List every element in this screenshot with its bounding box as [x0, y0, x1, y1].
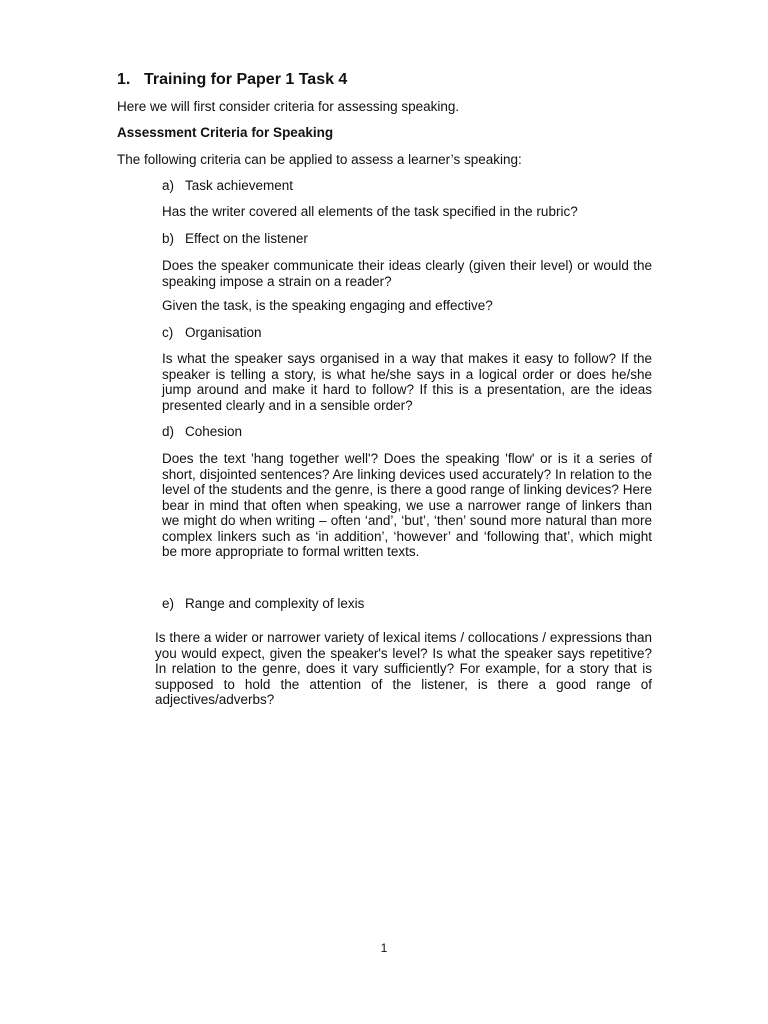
page-number: 1 — [380, 941, 388, 955]
section-heading — [117, 70, 347, 90]
criteria-lead-text: The following criteria can be applied to assess a learner’s speaking: — [117, 152, 522, 167]
criterion-e-paragraph-1: Is there a wider or narrower variety of lexical items / collocations / expressions than you would expect, given the speaker's level? Is what the speaker says repetitive? In relation to the genre, does it vary sufficiently? For example, for a story that is supposed to hold the attention of the listener, is there a good range of adjectives/adverbs? — [155, 630, 652, 707]
criterion-c-paragraph-1: Is what the speaker says organised in a way that makes it easy to follow? If the speaker is telling a story, is what he/she says in a logical order or does he/she jump around and make it hard to follow? If this is a presentation, are the ideas presented clearly and in a sensible order? — [162, 351, 652, 413]
intro-text: Here we will first consider criteria for assessing speaking. — [117, 99, 460, 114]
criterion-b-paragraph-1: Does the speaker communicate their ideas clearly (given their level) or would the speaking impose a strain on a reader? — [162, 258, 652, 289]
criterion-title: Range and complexity of lexis — [185, 596, 365, 611]
criterion-letter: a) — [162, 178, 175, 193]
criterion-a-paragraph-1: Has the writer covered all elements of the task specified in the rubric? — [162, 204, 578, 219]
criterion-title: Task achievement — [185, 178, 294, 193]
criterion-b-label — [162, 231, 308, 247]
criterion-d-paragraph-1: Does the text 'hang together well'? Does the speaking 'flow' or is it a series of short, disjointed sentences? Are linking devices used accurately? In relation to the level of the students and the genre, is there a good range of linking devices? Here bear in mind that often when speaking, we use a narrower range of linkers than we might do when writing – often ‘and’, ‘but’, ‘then’ sound more natural than more complex linkers such as ‘in addition’, ‘however’ and ‘following that’, which might be more appropriate to formal written texts. — [162, 451, 652, 559]
assessment-subheading: Assessment Criteria for Speaking — [117, 125, 334, 140]
criterion-letter: b) — [162, 231, 175, 246]
criterion-b-paragraph-2: Given the task, is the speaking engaging and effective? — [162, 298, 493, 313]
criterion-d-label — [162, 424, 242, 440]
criterion-title: Organisation — [185, 325, 262, 340]
criterion-a-label — [162, 178, 293, 194]
criterion-letter: e) — [162, 596, 175, 611]
criterion-letter: d) — [162, 424, 175, 439]
criterion-c-label — [162, 325, 262, 341]
section-number: 1. — [117, 71, 131, 88]
criterion-e-label — [162, 596, 364, 612]
criterion-title: Cohesion — [185, 424, 243, 439]
criterion-title: Effect on the listener — [185, 231, 308, 246]
criterion-letter: c) — [162, 325, 174, 340]
section-title: Training for Paper 1 Task 4 — [144, 71, 348, 88]
